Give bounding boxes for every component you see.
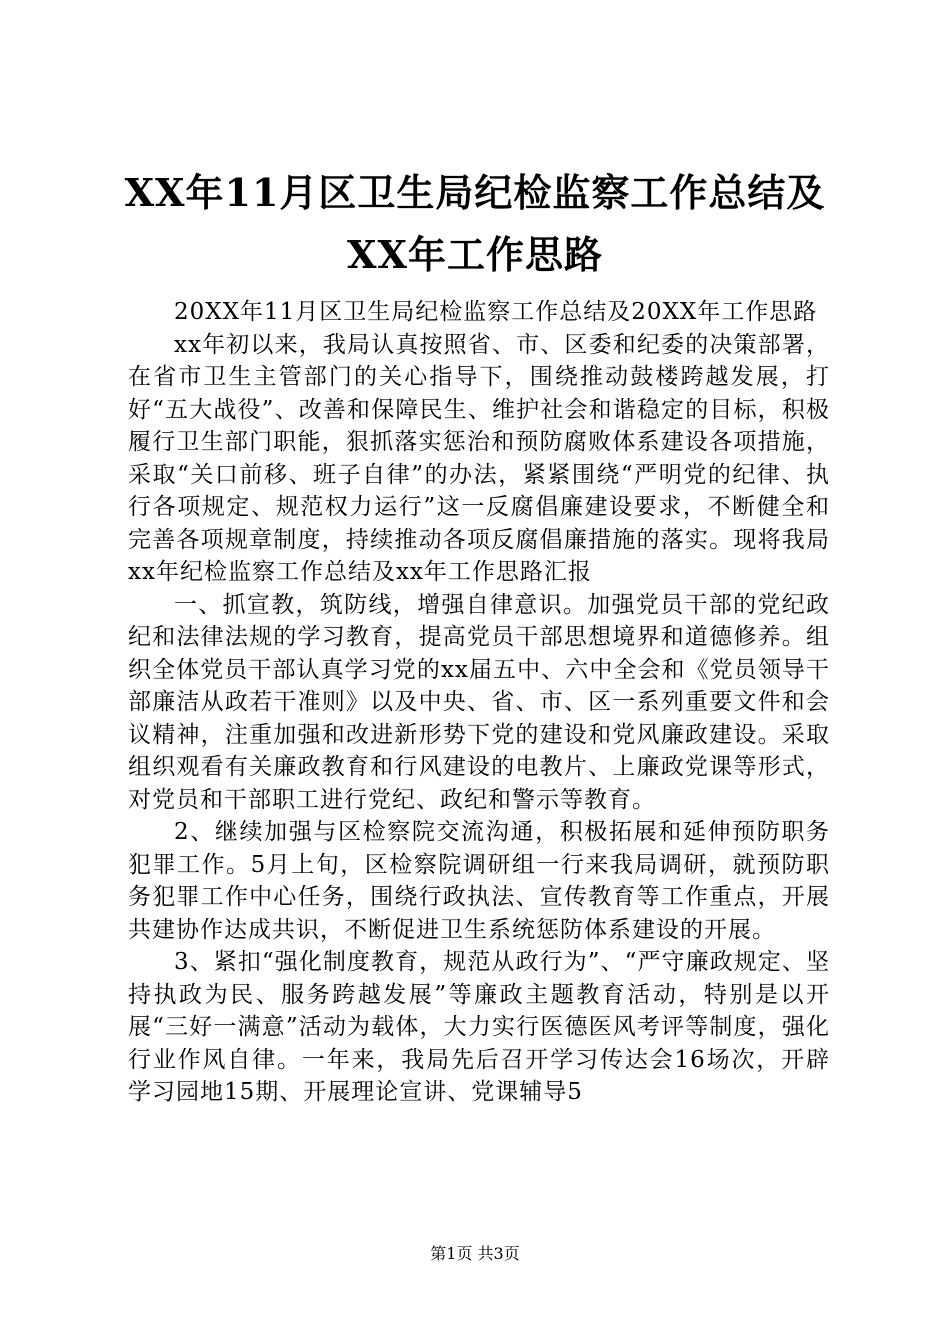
paragraph-section-3: 3、紧扣“强化制度教育，规范从政行为”、“严守廉政规定、坚持执政为民、服务跨越发展”等廉政主题教育活动，特别是以开展“三好一满意”活动为载体，大力实行医德医风考评等制度，强化行业作风自律。一年来，我局先后召开学习传达会16场次，开辟学习园地15期、开展理论宣讲、党课辅导5 xyxy=(128,949,830,1105)
paragraph-section-1: 一、抓宣教，筑防线，增强自律意识。加强党员干部的党纪政纪和法律法规的学习教育，提高党员干部思想境界和道德修养。组织全体党员干部认真学习党的xx届五中、六中全会和《党员领导干部廉洁从政若干准则》以及中央、省、市、区一系列重要文件和会议精神，注重加强和改进新形势下党的建设和党风廉政建设。采取组织观看有关廉政教育和行风建设的电教片、上廉政党课等形式，对党员和干部职工进行党纪、政纪和警示等教育。 xyxy=(128,591,830,813)
paragraph-section-2: 2、继续加强与区检察院交流沟通，积极拓展和延伸预防职务犯罪工作。5月上旬，区检察院调研组一行来我局调研，就预防职务犯罪工作中心任务，围绕行政执法、宣传教育等工作重点，开展共建协作达成共识，不断促进卫生系统惩防体系建设的开展。 xyxy=(128,819,830,943)
paragraph-intro: xx年初以来，我局认真按照省、市、区委和纪委的决策部署，在省市卫生主管部门的关心指导下，围绕推动鼓楼跨越发展，打好“五大战役”、改善和保障民生、维护社会和谐稳定的目标，积极履行卫生部门职能，狠抓落实惩治和预防腐败体系建设各项措施，采取“关口前移、班子自律”的办法，紧紧围绕“严明党的纪律、执行各项规定、规范权力运行”这一反腐倡廉建设要求，不断健全和完善各项规章制度，持续推动各项反腐倡廉措施的落实。现将我局xx年纪检监察工作总结及xx年工作思路汇报 xyxy=(128,331,830,585)
page-footer: 第1页 共3页 xyxy=(430,1244,520,1263)
document-body xyxy=(128,296,830,1109)
document-title: XX年11月区卫生局纪检监察工作总结及XX年工作思路 xyxy=(124,170,826,277)
paragraph-subtitle: 20XX年11月区卫生局纪检监察工作总结及20XX年工作思路 xyxy=(174,299,818,325)
